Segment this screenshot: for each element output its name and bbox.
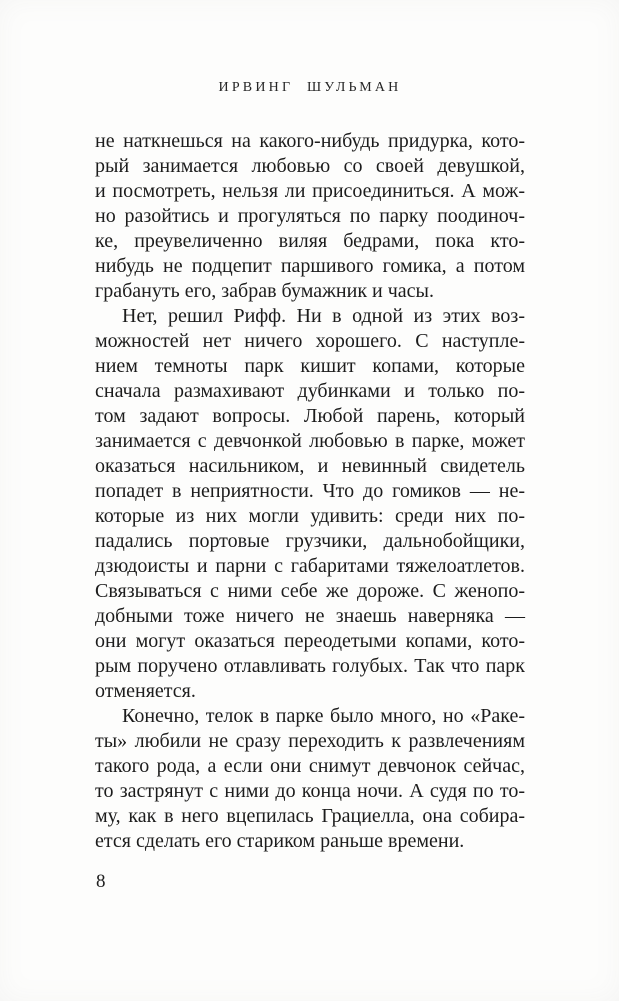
text-line: и посмотреть, нельзя ли присоединиться. А мож- <box>95 180 525 202</box>
text-line: падались портовые грузчики, дальнобойщики, <box>95 530 525 552</box>
text-line: они могут оказаться переодетыми копами, кото- <box>95 630 525 652</box>
text-line: добными тоже ничего не знаешь наверняка — <box>95 605 525 627</box>
page-number: 8 <box>96 871 106 892</box>
text-line: сначала размахивают дубинками и только по- <box>95 380 525 402</box>
text-line: дзюдоисты и парни с габаритами тяжелоатлетов. <box>95 555 525 577</box>
text-line: оказаться насильником, и невинный свидетель <box>95 455 525 477</box>
text-line: которые из них могли удивить: среди них по- <box>95 505 525 527</box>
text-line: Нет, решил Рифф. Ни в одной из этих воз- <box>122 305 525 327</box>
body-text <box>95 129 525 854</box>
text-line: Конечно, телок в парке было много, но «Раке- <box>122 705 525 727</box>
text-line: можностей нет ничего хорошего. С наступле- <box>95 330 525 352</box>
text-line: ке, преувеличенно виляя бедрами, пока кто- <box>95 230 525 252</box>
text-line: такого рода, а если они снимут девчонок сейчас, <box>95 755 525 777</box>
text-line: ты» любили не сразу переходить к развлечениям <box>95 730 525 752</box>
text-line: не наткнешься на какого-нибудь придурка, кото- <box>95 130 525 152</box>
text-line: попадет в неприятности. Что до гомиков — не- <box>95 480 525 502</box>
text-line: рым поручено отлавливать голубых. Так что парк <box>95 655 525 677</box>
running-head: ИРВИНГ ШУЛЬМАН <box>218 80 402 95</box>
text-line: му, как в него вцепилась Грациелла, она собира- <box>95 805 525 827</box>
text-line: том задают вопросы. Любой парень, который <box>95 405 525 427</box>
text-line: то застрянут с ними до конца ночи. А судя по то- <box>95 780 525 802</box>
text-line: рый занимается любовью со своей девушкой, <box>95 155 525 177</box>
text-line: занимается с девчонкой любовью в парке, может <box>95 430 525 452</box>
text-line: Связываться с ними себе же дороже. С женопо- <box>95 580 525 602</box>
text-line: но разойтись и прогуляться по парку поодиноч- <box>95 205 525 227</box>
text-line: нибудь не подцепит паршивого гомика, а потом <box>95 255 525 277</box>
text-line: ется сделать его стариком раньше времени. <box>95 830 465 852</box>
text-line: грабануть его, забрав бумажник и часы. <box>95 280 434 302</box>
text-line: отменяется. <box>95 680 196 702</box>
text-line: нием темноты парк кишит копами, которые <box>95 355 525 377</box>
